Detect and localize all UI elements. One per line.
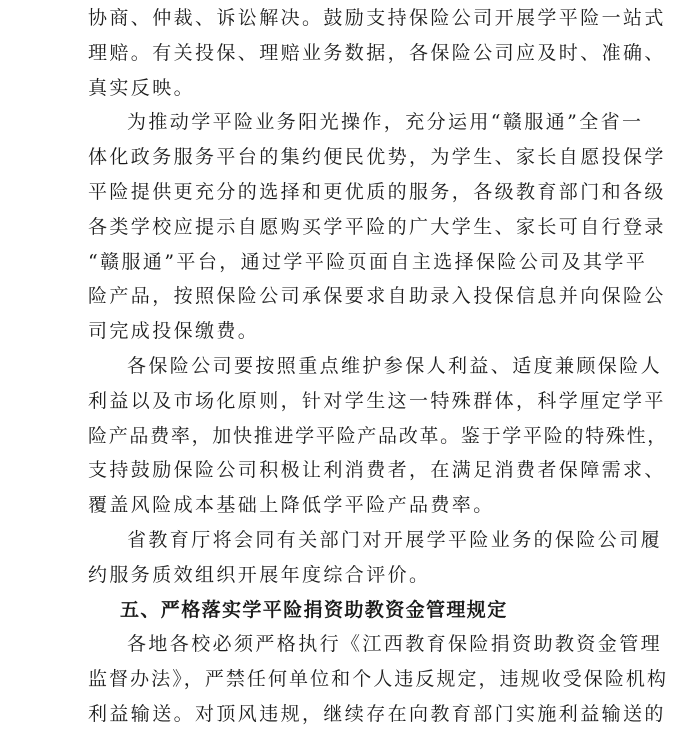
- text-line: 利益以及市场化原则，针对学生这一特殊群体，科学厘定学平: [88, 390, 666, 412]
- text-line: 司完成投保缴费。: [88, 320, 260, 342]
- text-line: “赣服通”平台，通过学平险页面自主选择保险公司及其学平: [88, 251, 648, 273]
- text-line: 险产品费率，加快推进学平险产品改革。鉴于学平险的特殊性，: [88, 425, 668, 447]
- text-line: 体化政务服务平台的集约便民优势，为学生、家长自愿投保学: [88, 146, 666, 168]
- section-heading: 五、严格落实学平险捐资助教资金管理规定: [120, 599, 508, 621]
- text-line: 约服务质效组织开展年度综合评价。: [88, 564, 431, 586]
- text-line: 覆盖风险成本基础上降低学平险产品费率。: [88, 494, 495, 516]
- text-line: 支持鼓励保险公司积极让利消费者，在满足消费者保障需求、: [88, 459, 666, 481]
- text-line: 协商、仲裁、诉讼解决。鼓励支持保险公司开展学平险一站式: [88, 7, 666, 29]
- text-line: 监督办法》，严禁任何单位和个人违反规定，违规收受保险机构: [88, 668, 668, 690]
- text-line: 利益输送。对顶风违规，继续存在向教育部门实施利益输送的: [88, 703, 666, 725]
- text-line: 平险提供更充分的选择和更优质的服务，各级教育部门和各级: [88, 181, 666, 203]
- text-line: 各保险公司要按照重点维护参保人利益、适度兼顾保险人: [127, 355, 663, 377]
- text-line: 为推动学平险业务阳光操作，充分运用“赣服通”全省一: [127, 111, 644, 133]
- text-line: 各地各校必须严格执行《江西教育保险捐资助教资金管理: [127, 633, 663, 655]
- text-line: 真实反映。: [88, 77, 196, 99]
- text-line: 险产品，按照保险公司承保要求自助录入投保信息并向保险公: [88, 285, 666, 307]
- text-line: 各类学校应提示自愿购买学平险的广大学生、家长可自行登录: [88, 216, 666, 238]
- text-line: 省教育厅将会同有关部门对开展学平险业务的保险公司履: [127, 529, 663, 551]
- text-line: 理赔。有关投保、理赔业务数据，各保险公司应及时、准确、: [88, 42, 666, 64]
